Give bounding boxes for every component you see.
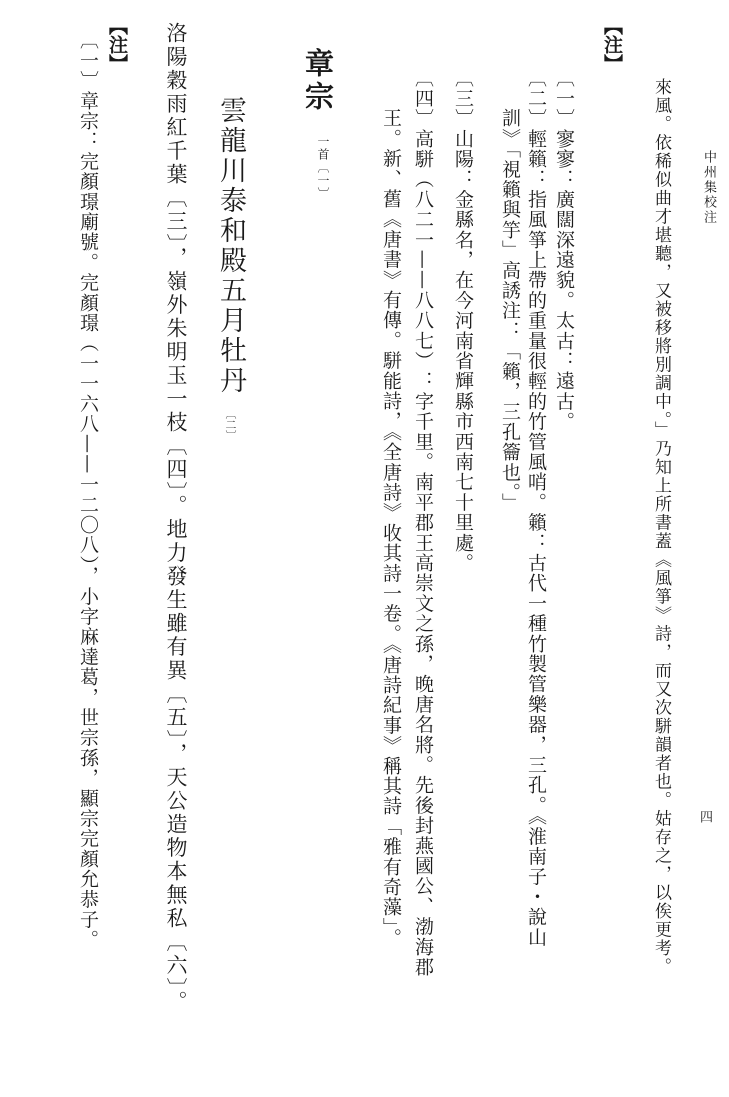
poem-count: 一首〔一〕	[316, 135, 330, 200]
book-title-header: 中州集校注	[701, 150, 716, 225]
note-1-2-continued: 訓》「視籟與竽」高誘注：「籟，三孔籥也。」	[499, 108, 521, 514]
note-1-4: 〔四〕高駢（八二一——八八七）：字千里。南平郡王高崇文之孫，晚唐名將。先後封燕國公、渤海郡	[412, 68, 434, 977]
notes-label: 【注】	[601, 16, 623, 73]
note-1-4-continued: 王。新、舊《唐書》有傳。駢能詩，《全唐詩》收其詩一卷。《唐詩紀事》稱其詩「雅有奇藻」。	[380, 108, 402, 949]
note-2-1: 〔一〕章宗：完顏璟廟號。完顏璟（一一六八——一二〇八），小字麻達葛，世宗孫，顯宗完顏允恭子。	[77, 30, 99, 950]
note-1-2: 〔二〕輕籟：指風箏上帶的重量很輕的竹管風哨。籟：古代一種竹製管樂器，三孔。《淮南子・說山	[525, 68, 547, 948]
author-heading: 章宗	[301, 48, 335, 114]
poem-title-text: 雲龍川泰和殿五月牡丹	[215, 96, 246, 396]
continuation-text: 來風。依稀似曲才堪聽，又被移將別調中。」乃知上所書蓋《風箏》詩，而又次駢韻者也。姑存之，以俟更考。	[651, 78, 671, 976]
poem-title-note-ref: 〔二〕	[224, 408, 237, 441]
page-number: 四	[697, 810, 712, 823]
note-1-1: 〔一〕寥寥：廣闊深遠貌。太古：遠古。	[553, 68, 575, 432]
notes-label-2: 【注】	[106, 16, 128, 73]
note-1-3: 〔三〕山陽：金縣名，在今河南省輝縣市西南七十里處。	[452, 68, 474, 573]
poem-title	[217, 96, 244, 441]
poem-line: 洛陽穀雨紅千葉〔三〕，嶺外朱明玉一枝〔四〕。地力發生雖有異〔五〕，天公造物本無私〔六〕。	[164, 22, 188, 1014]
